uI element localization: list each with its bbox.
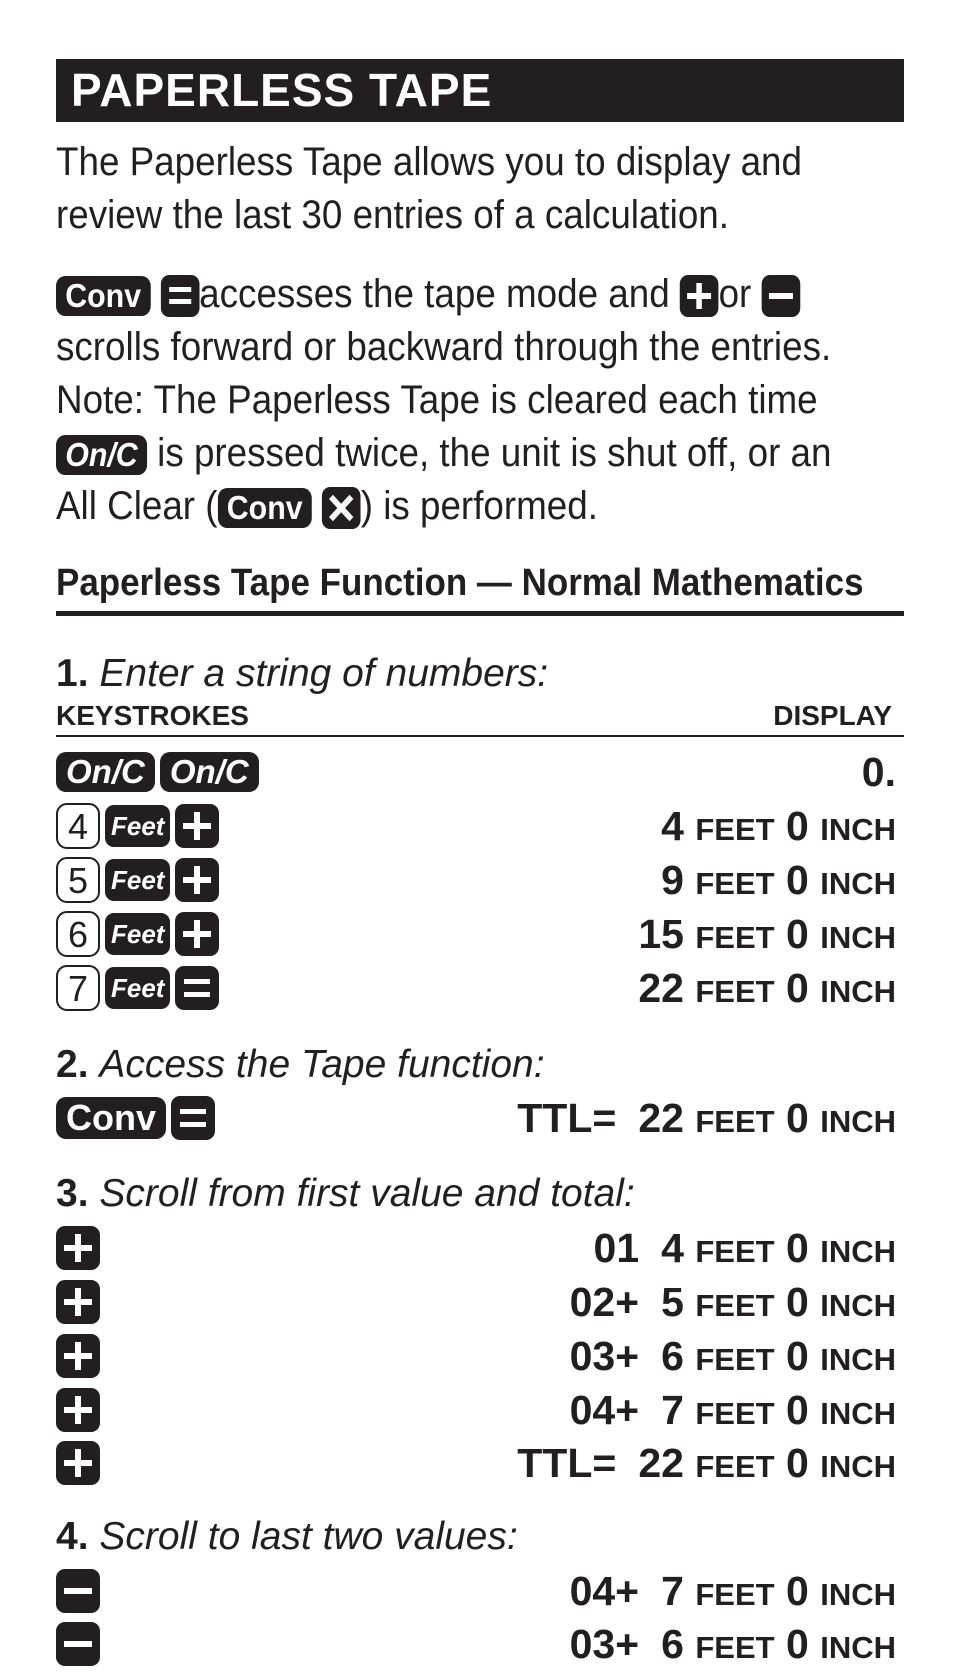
column-headers [56,700,904,737]
intro-paragraph [56,136,836,242]
keystroke-row [56,909,904,959]
keystroke-row [56,1566,904,1616]
plus-key-icon [56,1388,100,1432]
digit-key: 7 [56,965,100,1011]
onc-key: On/C [56,752,155,792]
keystroke-row [56,963,904,1013]
plus-key-icon [175,858,219,902]
display-value: 9 FEET 0 INCH [661,857,896,903]
keystroke-row [56,801,904,851]
display-value: 01 4 FEET 0 INCH [593,1225,896,1271]
section-title-bar [56,59,904,122]
plus-key-icon [56,1334,100,1378]
step-2-heading: 2. Access the Tape function: [56,1043,545,1086]
section-heading: Paperless Tape Function — Normal Mathematics [56,562,864,604]
step-1-heading: 1. Enter a string of numbers: [56,652,549,695]
equals-key-icon [161,275,200,317]
keystroke-row [56,855,904,905]
description-paragraph [56,268,836,533]
equals-key-icon [175,966,219,1010]
display-value: 22 FEET 0 INCH [638,965,896,1011]
conv-key: Conv [218,488,312,528]
digit-key: 5 [56,857,100,903]
intro-line: The Paperless Tape allows you to display and [56,140,802,184]
desc-line-2: scrolls forward or backward through the entries. [56,325,832,369]
keystrokes-header: KEYSTROKES [56,700,249,731]
display-value: TTL= 22 FEET 0 INCH [517,1440,896,1486]
section-divider [56,611,904,616]
display-value: 04+ 7 FEET 0 INCH [569,1568,896,1614]
conv-key: Conv [56,1097,166,1139]
minus-key-icon [56,1622,100,1666]
feet-key: Feet [105,913,170,955]
onc-key: On/C [160,752,259,792]
desc-line-4: On/C is pressed twice, the unit is shut off, or an [56,427,836,480]
display-value: 0. [861,749,896,795]
display-value: 03+ 6 FEET 0 INCH [569,1621,896,1667]
feet-key: Feet [105,805,170,847]
feet-key: Feet [105,859,170,901]
keystroke-row [56,1277,904,1327]
conv-key: Conv [56,276,150,316]
equals-key-icon [171,1096,215,1140]
step-3-heading: 3. Scroll from first value and total: [56,1172,635,1215]
onc-key: On/C [56,435,147,475]
plus-key-icon [175,912,219,956]
plus-key-icon [680,275,719,317]
desc-line-5: All Clear ( Conv ) is performed. [56,484,598,528]
plus-key-icon [56,1280,100,1324]
minus-key-icon [56,1569,100,1613]
plus-key-icon [56,1441,100,1485]
plus-key-icon [175,804,219,848]
digit-key: 4 [56,803,100,849]
display-header: DISPLAY [773,700,892,731]
step-4-heading: 4. Scroll to last two values: [56,1515,518,1558]
display-value: 02+ 5 FEET 0 INCH [569,1279,896,1325]
keystroke-row [56,1438,904,1488]
display-value: 4 FEET 0 INCH [661,803,896,849]
desc-line-1: Conv accesses the tape mode and or [56,268,836,321]
display-value: TTL= 22 FEET 0 INCH [517,1095,896,1141]
intro-line: review the last 30 entries of a calculation. [56,193,729,237]
display-value: 15 FEET 0 INCH [638,911,896,957]
display-value: 04+ 7 FEET 0 INCH [569,1387,896,1433]
display-value: 03+ 6 FEET 0 INCH [569,1333,896,1379]
keystroke-row [56,1385,904,1435]
desc-line-3: Note: The Paperless Tape is cleared each time [56,378,818,422]
page-title: PAPERLESS TAPE [71,64,493,116]
keystroke-row [56,1093,904,1143]
feet-key: Feet [105,967,170,1009]
keystroke-row [56,1619,904,1669]
multiply-key-icon [322,487,361,529]
plus-key-icon [56,1226,100,1270]
minus-key-icon [762,275,801,317]
digit-key: 6 [56,911,100,957]
keystroke-row [56,1331,904,1381]
keystroke-row [56,747,904,797]
keystroke-row [56,1223,904,1273]
